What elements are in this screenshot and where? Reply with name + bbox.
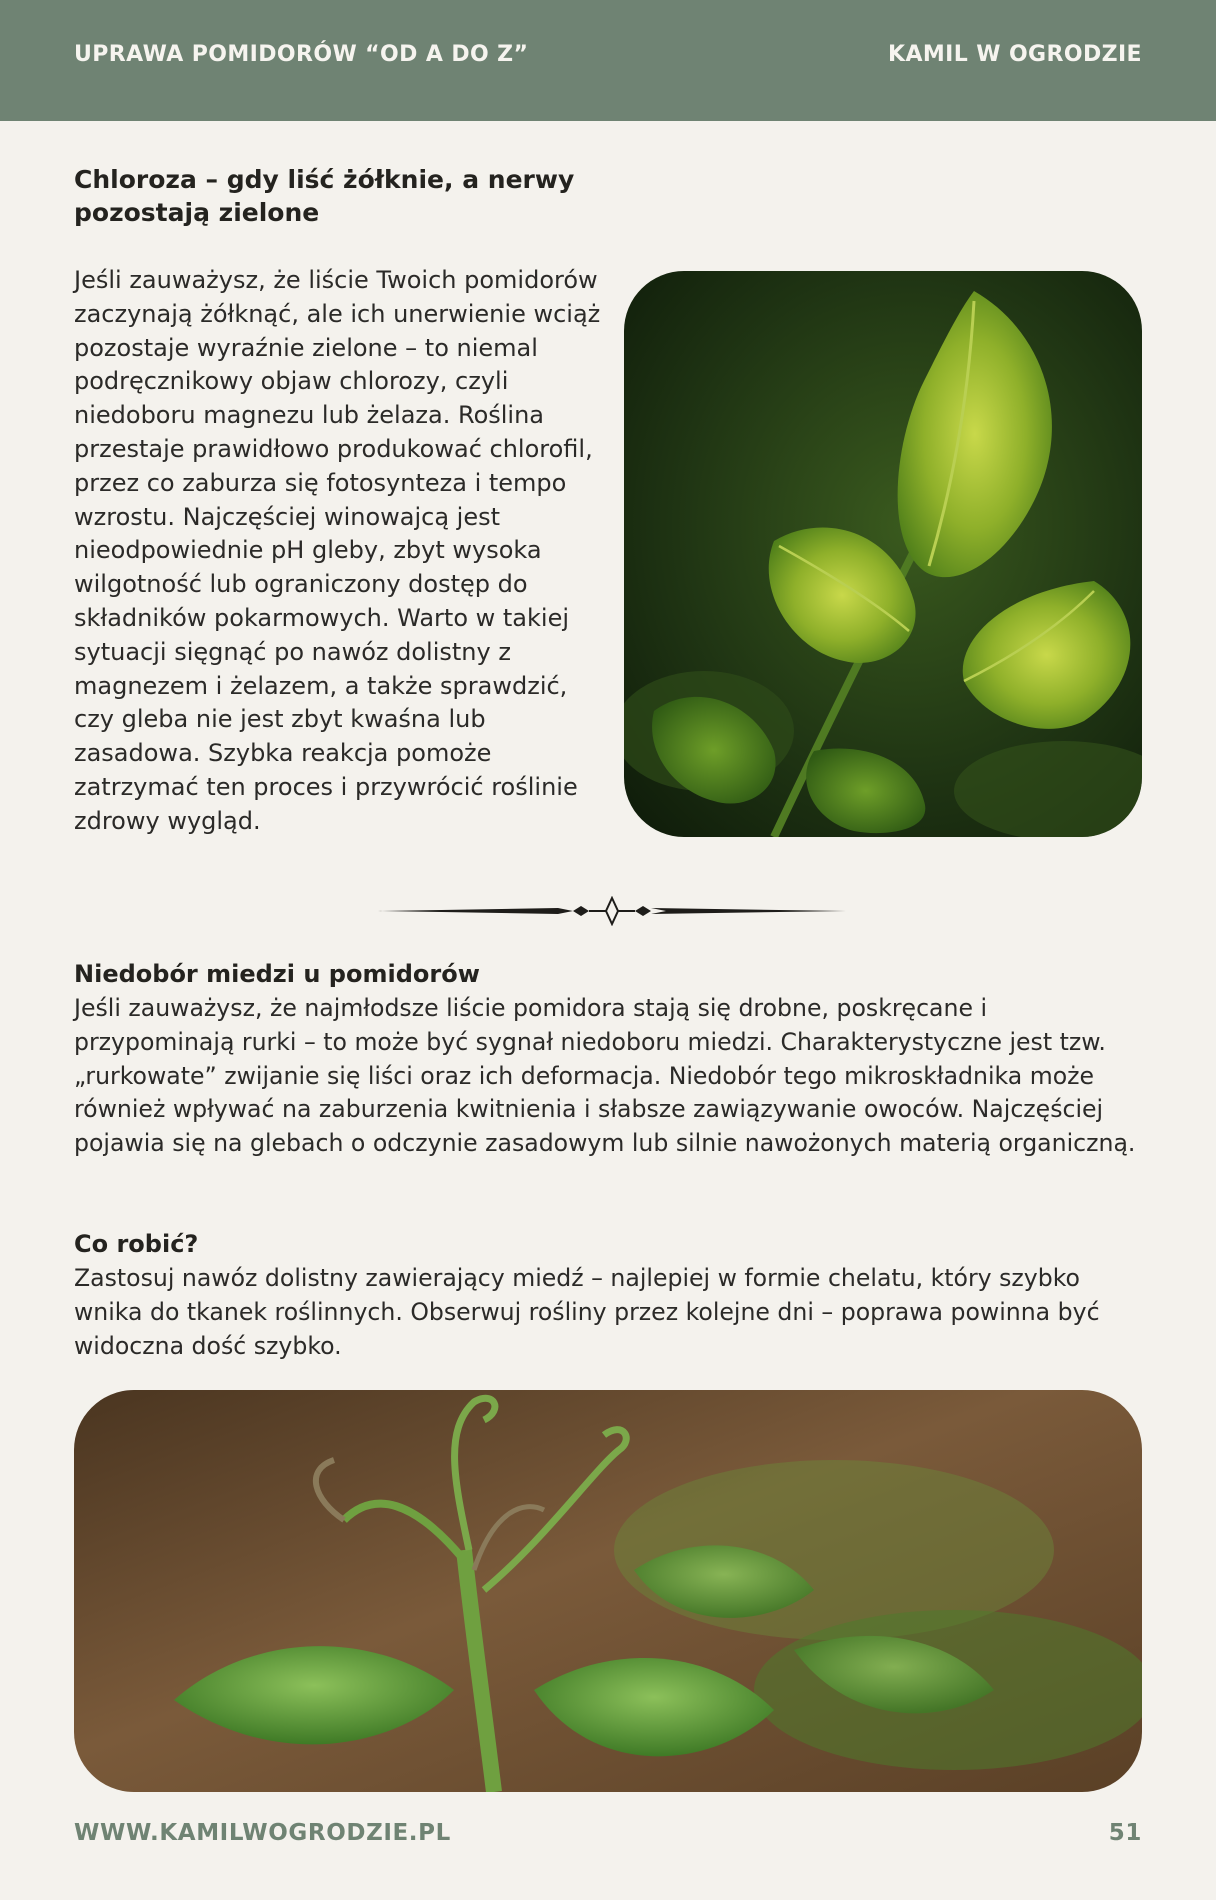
brand-name: KAMIL W OGRODZIE [888, 42, 1142, 67]
book-title: UPRAWA POMIDORÓW “OD A DO Z” [74, 42, 529, 67]
footer-website: WWW.KAMILWOGRODZIE.PL [74, 1820, 451, 1846]
page-number: 51 [1108, 1820, 1142, 1846]
chlorosis-heading: Chloroza – gdy liść żółknie, a nerwy pozostają zielone [74, 165, 575, 227]
ornamental-divider [378, 896, 846, 926]
action-paragraph: Zastosuj nawóz dolistny zawierający miedź – najlepiej w formie chelatu, który szybko wnika do tkanek roślinnych. Obserwuj rośliny przez kolejne dni – poprawa powinna być widoczna dość szybko. [74, 1264, 1100, 1360]
copper-heading: Niedobór miedzi u pomidorów [74, 960, 480, 988]
curled-tomato-seedling-photo [74, 1390, 1142, 1792]
chlorosis-paragraph: Jeśli zauważysz, że liście Twoich pomidorów zaczynają żółknąć, ale ich unerwienie wciąż pozostaje wyraźnie zielone – to niemal podręcznikowy objaw chlorozy, czyli niedoboru magnezu lub żelaza. Roślina przestaje prawidłowo produkować chlorofil, przez co zaburza się fotosynteza i tempo wzrostu. Najczęściej winowajcą jest nieodpowiednie pH gleby, zbyt wysoka wilgotność lub ograniczony dostęp do składników pokarmowych. Warto w takiej sytuacji sięgnąć po nawóz dolistny z magnezem i żelazem, a także sprawdzić, czy gleba nie jest zbyt kwaśna lub zasadowa. Szybka reakcja pomoże zatrzymać ten proces i przywrócić roślinie zdrowy wygląd. [74, 266, 601, 835]
chlorotic-tomato-leaf-photo [624, 271, 1142, 837]
copper-paragraph: Jeśli zauważysz, że najmłodsze liście pomidora stają się drobne, poskręcane i przypominają rurki – to może być sygnał niedoboru miedzi. Charakterystyczne jest tzw. „rurkowate” zwijanie się liści oraz ich deformacja. Niedobór tego mikroskładnika może również wpływać na zaburzenia kwitnienia i słabsze zawiązywanie owoców. Najczęściej pojawia się na glebach o odczynie zasadowym lub silnie nawożonych materią organiczną. [74, 994, 1136, 1158]
page-header [0, 0, 1216, 121]
action-heading: Co robić? [74, 1230, 199, 1258]
